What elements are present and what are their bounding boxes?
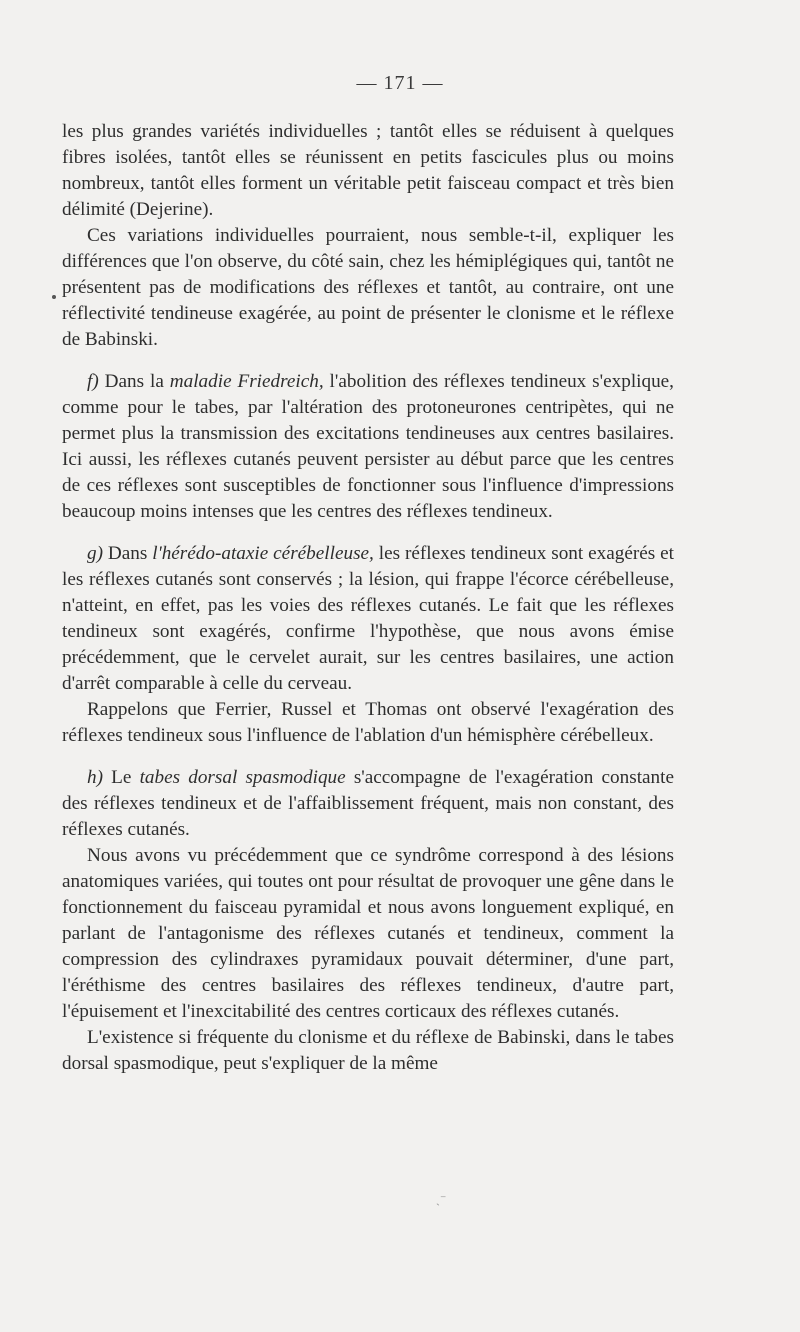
section-letter: g) <box>87 543 103 564</box>
paragraph-tabes <box>62 765 674 843</box>
paragraph-text: Rappelons que Ferrier, Russel et Thomas ont observé l'exagération des réflexes tendineux sous l'influence de l'ablation d'un hémisphère cérébelleux. <box>62 699 674 746</box>
paragraph-prefix: Dans la <box>98 371 170 392</box>
paragraph-text: les réflexes tendineux sont exagérés et les réflexes cutanés sont conservés ; la lésion, qui frappe l'écorce cérébelleuse, n'atteint, en effet, pas les voies des réflexes cutanés. Le fait que les réflexes tendineux sont exagérés, confirme l'hypothèse, que nous avons émise précédemment, que le cervelet aurait, sur les centres basilaires, une action d'arrêt comparable à celle du cerveau. <box>62 543 675 694</box>
paragraph-text: l'abolition des réflexes tendineux s'explique, comme pour le tabes, par l'altération des protoneurones centripètes, qui ne permet plus la transmission des excitations tendineuses aux centres basilaires. Ici aussi, les réflexes cutanés peuvent persister au début parce que les centres de ces réflexes sont susceptibles de fonctionner sous l'influence d'impressions beaucoup moins intenses que les centres des réflexes tendineux. <box>62 371 674 522</box>
paragraph-heredo-ataxie <box>62 541 674 697</box>
disease-name: l'hérédo-ataxie cérébelleuse, <box>152 543 374 564</box>
paragraph-text: s'accompagne de l'exagération constante des réflexes tendineux et de l'affaiblissement fréquent, mais non constant, des réflexes cutanés. <box>62 767 674 840</box>
disease-name: tabes dorsal spasmodique <box>139 767 346 788</box>
paragraph-prefix: Dans <box>102 543 153 564</box>
page-number: — 171 — <box>356 72 444 94</box>
section-letter: h) <box>87 767 103 788</box>
paragraph-existence <box>62 1025 674 1077</box>
paragraph-friedreich <box>62 369 674 525</box>
section-letter: f) <box>87 371 99 392</box>
margin-ink-mark: ˎ⁻ <box>436 1192 447 1206</box>
paragraph-text: Ces variations individuelles pourraient, nous semble-t-il, expliquer les différences que l'on observe, du côté sain, chez les hémiplégiques qui, tantôt ne présentent pas de modifications des réflexes et tantôt, au contraire, ont une réflectivité tendineuse exagérée, au point de présenter le clonisme et le réflexe de Babinski. <box>62 225 674 350</box>
paragraph-text: Nous avons vu précédemment que ce syndrôme correspond à des lésions anatomiques variées, qui toutes ont pour résultat de provoquer une gêne dans le fonctionnement du faisceau pyramidal et nous avons longuement expliqué, en parlant de l'antagonisme des réflexes cutanés et tendineux, comment la compression des cylindraxes pyramidaux pouvait déterminer, d'une part, l'éréthisme des centres basilaires des réflexes tendineux, d'autre part, l'épuisement et l'inexcitabilité des centres corticaux des réflexes cutanés. <box>62 845 674 1022</box>
paragraph-prefix: Le <box>102 767 140 788</box>
body-text <box>62 119 674 1077</box>
margin-ink-dot <box>52 295 56 299</box>
disease-name: maladie Friedreich, <box>169 371 324 392</box>
paragraph-syndrome <box>62 843 674 1025</box>
paragraph-text: les plus grandes variétés individuelles ; tantôt elles se réduisent à quelques fibres isolées, tantôt elles se réunissent en petits fascicules plus ou moins nombreux, tantôt elles forment un véritable petit faisceau compact et très bien délimité (Dejerine). <box>62 121 674 220</box>
paragraph-variations <box>62 223 674 353</box>
paragraph-text: L'existence si fréquente du clonisme et du réflexe de Babinski, dans le tabes dorsal spasmodique, peut s'expliquer de la même <box>62 1027 674 1074</box>
paragraph-continuation <box>62 119 674 223</box>
paragraph-ferrier <box>62 697 674 749</box>
